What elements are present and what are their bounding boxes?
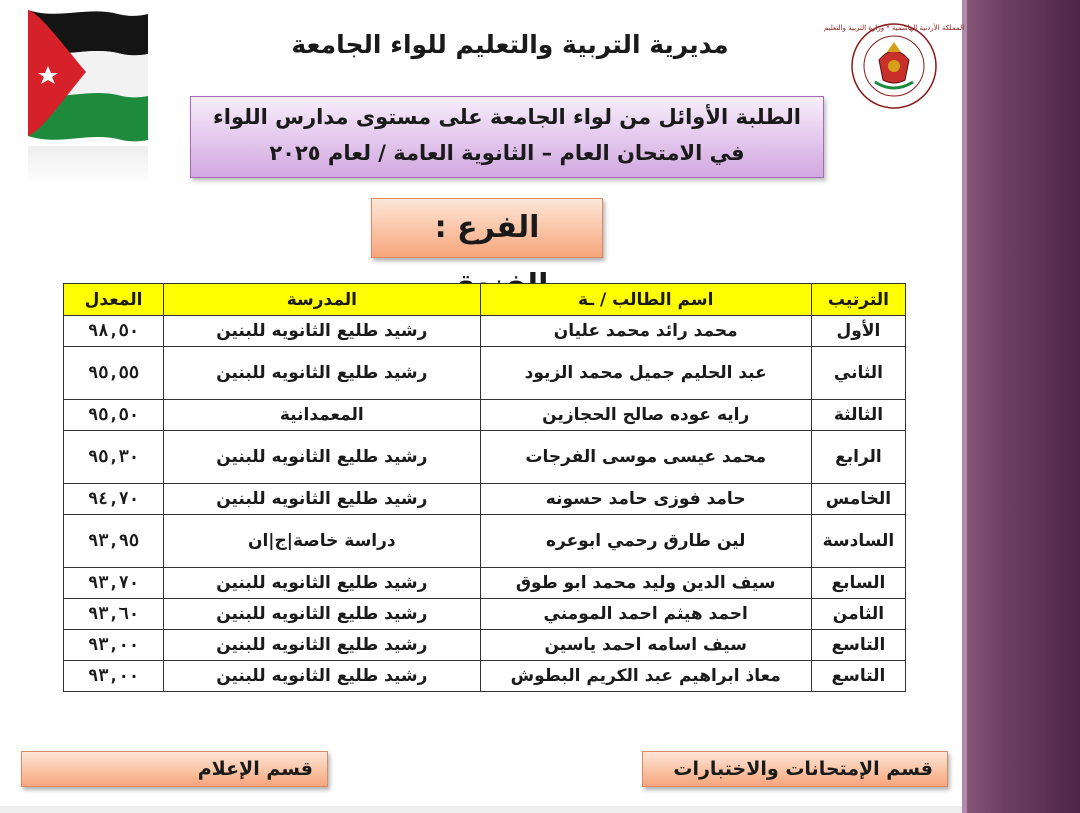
decorative-sidebar bbox=[962, 0, 1080, 813]
table-row bbox=[64, 515, 906, 568]
table-row bbox=[64, 661, 906, 692]
page-title: مديرية التربية والتعليم للواء الجامعة bbox=[291, 30, 729, 59]
school-cell: رشيد طليع الثانويه للبنين bbox=[164, 630, 480, 661]
banner-line-2: في الامتحان العام – الثانوية العامة / لعام ٢٠٢٥ bbox=[269, 141, 745, 165]
average-cell: ٩٣,٦٠ bbox=[64, 599, 164, 630]
bottom-strip bbox=[0, 806, 962, 813]
exams-department-label: قسم الإمتحانات والاختبارات bbox=[642, 751, 948, 787]
table-row bbox=[64, 484, 906, 515]
table-row bbox=[64, 316, 906, 347]
school-cell: رشيد طليع الثانويه للبنين bbox=[164, 316, 480, 347]
school-cell: المعمدانية bbox=[164, 400, 480, 431]
table-row bbox=[64, 599, 906, 630]
school-cell: رشيد طليع الثانويه للبنين bbox=[164, 484, 480, 515]
student-name-cell: سيف الدين وليد محمد ابو طوق bbox=[480, 568, 811, 599]
table-row bbox=[64, 431, 906, 484]
media-department-label: قسم الإعلام bbox=[21, 751, 328, 787]
school-cell: رشيد طليع الثانويه للبنين bbox=[164, 431, 480, 484]
average-cell: ٩٥,٣٠ bbox=[64, 431, 164, 484]
average-cell: ٩٤,٧٠ bbox=[64, 484, 164, 515]
average-cell: ٩٨,٥٠ bbox=[64, 316, 164, 347]
student-name-cell: رايه عوده صالح الحجازين bbox=[480, 400, 811, 431]
rank-cell: الثالثة bbox=[811, 400, 905, 431]
school-cell: رشيد طليع الثانويه للبنين bbox=[164, 599, 480, 630]
sidebar-edge bbox=[962, 0, 967, 813]
header-avg: المعدل bbox=[64, 284, 164, 316]
table-row bbox=[64, 400, 906, 431]
student-name-cell: محمد عيسى موسى الفرجات bbox=[480, 431, 811, 484]
table-row bbox=[64, 568, 906, 599]
student-name-cell: حامد فوزى حامد حسونه bbox=[480, 484, 811, 515]
average-cell: ٩٣,٠٠ bbox=[64, 630, 164, 661]
table-row bbox=[64, 630, 906, 661]
rank-cell: السابع bbox=[811, 568, 905, 599]
rank-cell: التاسع bbox=[811, 661, 905, 692]
header-rank: الترتيب bbox=[811, 284, 905, 316]
table-row bbox=[64, 347, 906, 400]
student-name-cell: لين طارق رحمي ابوعره bbox=[480, 515, 811, 568]
student-name-cell: سيف اسامه احمد ياسين bbox=[480, 630, 811, 661]
student-name-cell: محمد رائد محمد عليان bbox=[480, 316, 811, 347]
student-name-cell: احمد هيثم احمد المومني bbox=[480, 599, 811, 630]
student-name-cell: عبد الحليم جميل محمد الزيود bbox=[480, 347, 811, 400]
rank-cell: التاسع bbox=[811, 630, 905, 661]
ministry-emblem-icon bbox=[823, 20, 965, 112]
average-cell: ٩٥,٥٥ bbox=[64, 347, 164, 400]
average-cell: ٩٣,٧٠ bbox=[64, 568, 164, 599]
school-cell: دراسة خاصة|ج|ان bbox=[164, 515, 480, 568]
school-cell: رشيد طليع الثانويه للبنين bbox=[164, 661, 480, 692]
average-cell: ٩٣,٩٥ bbox=[64, 515, 164, 568]
rank-cell: الثامن bbox=[811, 599, 905, 630]
rank-cell: الأول bbox=[811, 316, 905, 347]
table-header-row bbox=[64, 284, 906, 316]
rank-cell: الثاني bbox=[811, 347, 905, 400]
rank-cell: الخامس bbox=[811, 484, 905, 515]
school-cell: رشيد طليع الثانويه للبنين bbox=[164, 568, 480, 599]
rank-cell: السادسة bbox=[811, 515, 905, 568]
title-banner bbox=[190, 96, 824, 178]
average-cell: ٩٥,٥٠ bbox=[64, 400, 164, 431]
header-name: اسم الطالب / ـة bbox=[480, 284, 811, 316]
rank-cell: الرابع bbox=[811, 431, 905, 484]
branch-label: الفرع : bbox=[371, 198, 603, 258]
school-cell: رشيد طليع الثانويه للبنين bbox=[164, 347, 480, 400]
emblem-text: المملكة الأردنية الهاشمية * وزارة التربية والتعليم bbox=[823, 24, 965, 32]
jordan-flag-icon bbox=[28, 6, 148, 186]
results-table bbox=[63, 283, 906, 692]
banner-line-1: الطلبة الأوائل من لواء الجامعة على مستوى مدارس اللواء bbox=[213, 105, 801, 129]
header-school: المدرسة bbox=[164, 284, 480, 316]
average-cell: ٩٣,٠٠ bbox=[64, 661, 164, 692]
student-name-cell: معاذ ابراهيم عبد الكريم البطوش bbox=[480, 661, 811, 692]
